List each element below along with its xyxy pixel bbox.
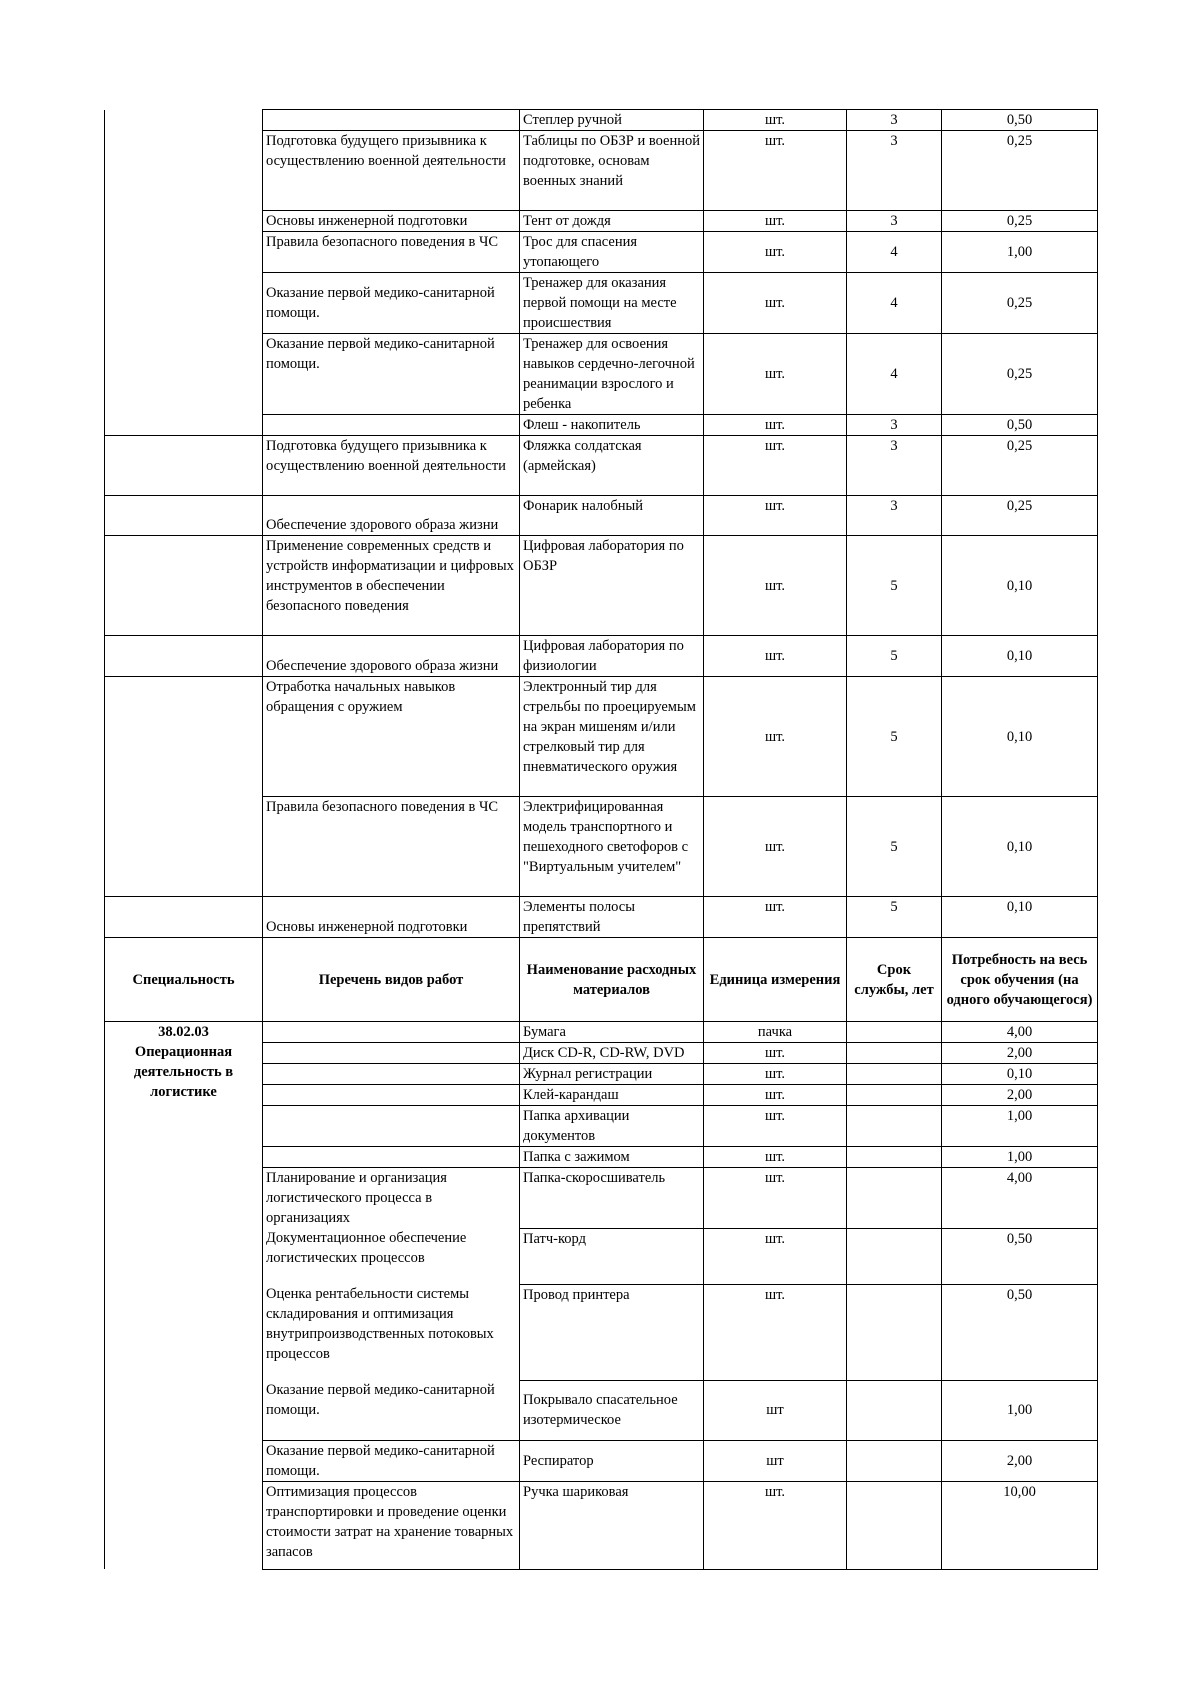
- life-cell: [847, 1380, 942, 1440]
- material-cell: Провод принтера: [520, 1284, 704, 1380]
- works-cell: Оказание первой медико-санитарной помощи.: [263, 1440, 520, 1481]
- need-cell: 0,50: [942, 1228, 1098, 1284]
- works-cell: Оптимизация процессов транспортировки и проведение оценки стоимости затрат на хранение товарных запасов: [263, 1481, 520, 1569]
- need-cell: 0,10: [942, 797, 1098, 897]
- unit-cell: шт.: [704, 1043, 847, 1064]
- material-cell: Элементы полосы препятствий: [520, 897, 704, 938]
- works-cell: Основы инженерной подготовки: [263, 211, 520, 232]
- table-row: [105, 536, 1098, 636]
- material-cell: Тент от дождя: [520, 211, 704, 232]
- header-unit: Единица измерения: [704, 938, 847, 1022]
- unit-cell: шт.: [704, 797, 847, 897]
- table-row: [105, 496, 1098, 536]
- unit-cell: шт.: [704, 273, 847, 334]
- works-cell: [263, 1147, 520, 1168]
- material-cell: Ручка шариковая: [520, 1481, 704, 1569]
- material-cell: Фонарик налобный: [520, 496, 704, 536]
- material-cell: Клей-карандаш: [520, 1085, 704, 1106]
- table-row: [105, 797, 1098, 897]
- works-cell: Основы инженерной подготовки: [263, 897, 520, 938]
- table-row: [105, 897, 1098, 938]
- life-cell: [847, 1481, 942, 1569]
- table-row: [105, 1022, 1098, 1043]
- unit-cell: шт.: [704, 1106, 847, 1147]
- need-cell: 0,10: [942, 897, 1098, 938]
- need-cell: 10,00: [942, 1481, 1098, 1569]
- life-cell: 3: [847, 131, 942, 211]
- unit-cell: шт.: [704, 110, 847, 131]
- material-cell: Электронный тир для стрельбы по проецируемым на экран мишеням и/или стрелковый тир для пневматического оружия: [520, 677, 704, 797]
- unit-cell: шт.: [704, 415, 847, 436]
- header-need: Потребность на весь срок обучения (на одного обучающегося): [942, 938, 1098, 1022]
- material-cell: Бумага: [520, 1022, 704, 1043]
- unit-cell: шт.: [704, 536, 847, 636]
- need-cell: 1,00: [942, 1147, 1098, 1168]
- life-cell: [847, 1284, 942, 1380]
- material-cell: Покрывало спасательное изотермическое: [520, 1380, 704, 1440]
- unit-cell: шт: [704, 1440, 847, 1481]
- life-cell: [847, 1043, 942, 1064]
- works-cell: Оказание первой медико-санитарной помощи.: [263, 273, 520, 334]
- works-cell: Обеспечение здорового образа жизни: [263, 496, 520, 536]
- header-life: Срок службы, лет: [847, 938, 942, 1022]
- life-cell: [847, 1168, 942, 1229]
- material-cell: Диск CD-R, CD-RW, DVD: [520, 1043, 704, 1064]
- material-cell: Папка архивации документов: [520, 1106, 704, 1147]
- material-cell: Цифровая лаборатория по физиологии: [520, 636, 704, 677]
- works-cell: [263, 110, 520, 131]
- material-cell: Папка с зажимом: [520, 1147, 704, 1168]
- works-cell: Правила безопасного поведения в ЧС: [263, 232, 520, 273]
- need-cell: 4,00: [942, 1022, 1098, 1043]
- unit-cell: шт.: [704, 496, 847, 536]
- need-cell: 0,10: [942, 636, 1098, 677]
- need-cell: 0,25: [942, 334, 1098, 415]
- works-cell: [263, 1106, 520, 1147]
- unit-cell: шт.: [704, 1064, 847, 1085]
- life-cell: 4: [847, 273, 942, 334]
- need-cell: 2,00: [942, 1085, 1098, 1106]
- life-cell: [847, 1147, 942, 1168]
- works-cell: Документационное обеспечение логистических процессов: [263, 1228, 520, 1284]
- unit-cell: шт.: [704, 131, 847, 211]
- need-cell: 0,10: [942, 536, 1098, 636]
- works-cell: [263, 1064, 520, 1085]
- unit-cell: шт.: [704, 1228, 847, 1284]
- need-cell: 0,50: [942, 110, 1098, 131]
- need-cell: 0,25: [942, 436, 1098, 496]
- table-header-row: [105, 938, 1098, 1022]
- unit-cell: шт.: [704, 436, 847, 496]
- works-cell: Правила безопасного поведения в ЧС: [263, 797, 520, 897]
- need-cell: 0,50: [942, 1284, 1098, 1380]
- unit-cell: шт.: [704, 1168, 847, 1229]
- need-cell: 0,25: [942, 211, 1098, 232]
- unit-cell: шт.: [704, 677, 847, 797]
- life-cell: 5: [847, 636, 942, 677]
- works-cell: [263, 415, 520, 436]
- unit-cell: шт.: [704, 636, 847, 677]
- material-cell: Электрифицированная модель транспортного и пешеходного светофоров с "Виртуальным учителем": [520, 797, 704, 897]
- unit-cell: шт.: [704, 232, 847, 273]
- table-row: [105, 334, 1098, 415]
- specialty-name: Операционная деятельность в логистике: [133, 1044, 234, 1100]
- need-cell: 0,10: [942, 1064, 1098, 1085]
- need-cell: 0,50: [942, 415, 1098, 436]
- life-cell: 3: [847, 415, 942, 436]
- material-cell: Журнал регистрации: [520, 1064, 704, 1085]
- unit-cell: пачка: [704, 1022, 847, 1043]
- life-cell: 4: [847, 232, 942, 273]
- need-cell: 1,00: [942, 1380, 1098, 1440]
- specialty-code: 38.02.03: [158, 1024, 209, 1040]
- material-cell: Фляжка солдатская (армейская): [520, 436, 704, 496]
- table-row: [105, 415, 1098, 436]
- works-cell: Оказание первой медико-санитарной помощи.: [263, 1380, 520, 1440]
- life-cell: 3: [847, 110, 942, 131]
- material-cell: Трос для спасения утопающего: [520, 232, 704, 273]
- table-row: [105, 436, 1098, 496]
- works-cell: Отработка начальных навыков обращения с оружием: [263, 677, 520, 797]
- life-cell: 3: [847, 496, 942, 536]
- life-cell: [847, 1022, 942, 1043]
- life-cell: 5: [847, 797, 942, 897]
- unit-cell: шт: [704, 1380, 847, 1440]
- unit-cell: шт.: [704, 1147, 847, 1168]
- table-row: [105, 677, 1098, 797]
- life-cell: 5: [847, 677, 942, 797]
- consumables-table: [104, 109, 1098, 1570]
- table-row: [105, 273, 1098, 334]
- unit-cell: шт.: [704, 1481, 847, 1569]
- need-cell: 4,00: [942, 1168, 1098, 1229]
- works-cell: Обеспечение здорового образа жизни: [263, 636, 520, 677]
- works-cell: [263, 1043, 520, 1064]
- material-cell: Респиратор: [520, 1440, 704, 1481]
- need-cell: 2,00: [942, 1440, 1098, 1481]
- material-cell: Патч-корд: [520, 1228, 704, 1284]
- life-cell: [847, 1085, 942, 1106]
- material-cell: Цифровая лаборатория по ОБЗР: [520, 536, 704, 636]
- material-cell: Степлер ручной: [520, 110, 704, 131]
- material-cell: Флеш - накопитель: [520, 415, 704, 436]
- works-cell: Применение современных средств и устройств информатизации и цифровых инструментов в обеспечении безопасного поведения: [263, 536, 520, 636]
- life-cell: [847, 1228, 942, 1284]
- life-cell: [847, 1440, 942, 1481]
- works-cell: Оказание первой медико-санитарной помощи.: [263, 334, 520, 415]
- life-cell: 3: [847, 436, 942, 496]
- material-cell: Папка-скоросшиватель: [520, 1168, 704, 1229]
- life-cell: [847, 1064, 942, 1085]
- need-cell: 1,00: [942, 232, 1098, 273]
- need-cell: 0,25: [942, 273, 1098, 334]
- header-material: Наименование расходных материалов: [520, 938, 704, 1022]
- need-cell: 0,10: [942, 677, 1098, 797]
- table-row: [105, 110, 1098, 131]
- need-cell: 0,25: [942, 131, 1098, 211]
- works-cell: Подготовка будущего призывника к осуществлению военной деятельности: [263, 131, 520, 211]
- life-cell: [847, 1106, 942, 1147]
- unit-cell: шт.: [704, 211, 847, 232]
- unit-cell: шт.: [704, 334, 847, 415]
- material-cell: Тренажер для освоения навыков сердечно-легочной реанимации взрослого и ребенка: [520, 334, 704, 415]
- works-cell: Планирование и организация логистического процесса в организациях: [263, 1168, 520, 1229]
- table-row: [105, 131, 1098, 211]
- table-row: [105, 232, 1098, 273]
- table-row: [105, 211, 1098, 232]
- header-works: Перечень видов работ: [263, 938, 520, 1022]
- unit-cell: шт.: [704, 1085, 847, 1106]
- header-specialty: Специальность: [105, 938, 263, 1022]
- life-cell: 5: [847, 897, 942, 938]
- life-cell: 3: [847, 211, 942, 232]
- need-cell: 1,00: [942, 1106, 1098, 1147]
- material-cell: Тренажер для оказания первой помощи на месте происшествия: [520, 273, 704, 334]
- works-cell: [263, 1022, 520, 1043]
- table-row: [105, 636, 1098, 677]
- life-cell: 4: [847, 334, 942, 415]
- need-cell: 0,25: [942, 496, 1098, 536]
- unit-cell: шт.: [704, 897, 847, 938]
- works-cell: Оценка рентабельности системы складирования и оптимизация внутрипроизводственных потоковых процессов: [263, 1284, 520, 1380]
- material-cell: Таблицы по ОБЗР и военной подготовке, основам военных знаний: [520, 131, 704, 211]
- need-cell: 2,00: [942, 1043, 1098, 1064]
- life-cell: 5: [847, 536, 942, 636]
- unit-cell: шт.: [704, 1284, 847, 1380]
- works-cell: [263, 1085, 520, 1106]
- works-cell: Подготовка будущего призывника к осуществлению военной деятельности: [263, 436, 520, 496]
